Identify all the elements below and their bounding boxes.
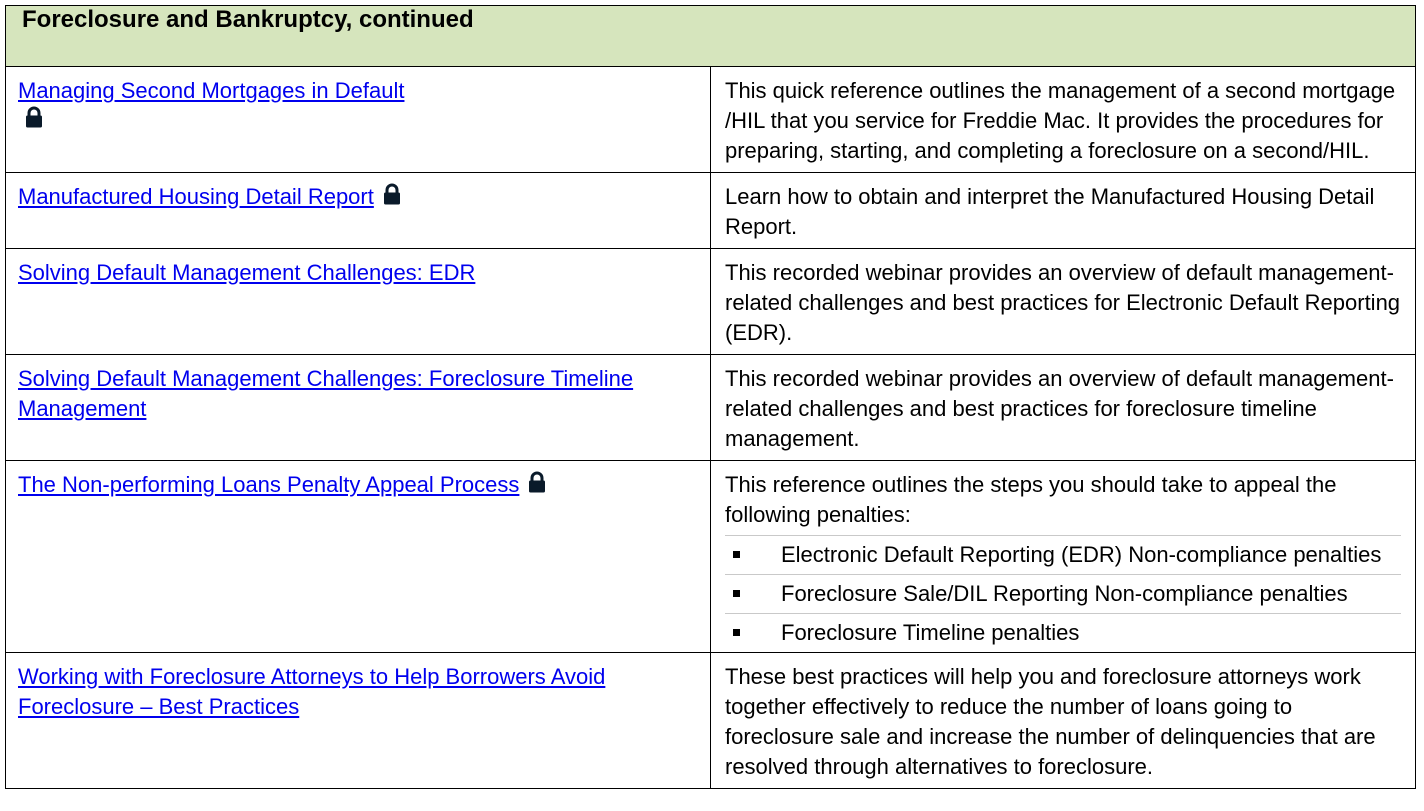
list-item: Foreclosure Timeline penalties xyxy=(725,613,1401,652)
link-cell xyxy=(6,653,711,789)
row-description: This recorded webinar provides an overview of default management-related challenges and best practices for foreclosure timeline management. xyxy=(725,366,1394,451)
list-item: Foreclosure Sale/DIL Reporting Non-compliance penalties xyxy=(725,574,1401,613)
table-row xyxy=(6,653,1416,789)
description-cell xyxy=(711,67,1416,173)
row-description: These best practices will help you and foreclosure attorneys work together effectively to reduce the number of loans going to foreclosure sale and increase the number of delinquencies that are resolved through alternatives to foreclosure. xyxy=(725,664,1376,779)
lock-icon xyxy=(24,106,44,128)
table-row xyxy=(6,173,1416,249)
description-cell xyxy=(711,355,1416,461)
resource-table xyxy=(5,5,1416,789)
penalty-list xyxy=(725,535,1401,652)
row-description: This recorded webinar provides an overview of default management-related challenges and best practices for Electronic Default Reporting (EDR). xyxy=(725,260,1401,345)
link-cell xyxy=(6,173,711,249)
link-cell xyxy=(6,67,711,173)
description-cell xyxy=(711,249,1416,355)
link-managing-second-mortgages[interactable]: Managing Second Mortgages in Default xyxy=(18,78,405,103)
table-row xyxy=(6,249,1416,355)
link-foreclosure-attorneys-best-practices[interactable]: Working with Foreclosure Attorneys to Help Borrowers Avoid Foreclosure – Best Practices xyxy=(18,664,606,719)
description-cell xyxy=(711,653,1416,789)
description-cell xyxy=(711,173,1416,249)
row-description: Learn how to obtain and interpret the Manufactured Housing Detail Report. xyxy=(725,184,1375,239)
table-row xyxy=(6,461,1416,653)
link-cell xyxy=(6,355,711,461)
link-cell xyxy=(6,249,711,355)
link-manufactured-housing-report[interactable]: Manufactured Housing Detail Report xyxy=(18,184,374,209)
link-penalty-appeal-process[interactable]: The Non-performing Loans Penalty Appeal Process xyxy=(18,472,520,497)
table-row xyxy=(6,67,1416,173)
table-row xyxy=(6,355,1416,461)
table-header-row xyxy=(6,6,1416,67)
description-cell xyxy=(711,461,1416,653)
section-title: Foreclosure and Bankruptcy, continued xyxy=(6,6,1416,67)
link-solving-default-edr[interactable]: Solving Default Management Challenges: EDR xyxy=(18,260,476,285)
row-description: This reference outlines the steps you should take to appeal the following penalties: xyxy=(725,472,1337,527)
lock-icon xyxy=(382,183,402,205)
row-description: This quick reference outlines the management of a second mortgage /HIL that you service for Freddie Mac. It provides the procedures for preparing, starting, and completing a foreclosure on a second/HIL. xyxy=(725,78,1396,163)
link-cell xyxy=(6,461,711,653)
list-item: Electronic Default Reporting (EDR) Non-compliance penalties xyxy=(725,535,1401,574)
link-solving-default-timeline[interactable]: Solving Default Management Challenges: Foreclosure Timeline Management xyxy=(18,366,634,421)
lock-icon xyxy=(527,471,547,493)
